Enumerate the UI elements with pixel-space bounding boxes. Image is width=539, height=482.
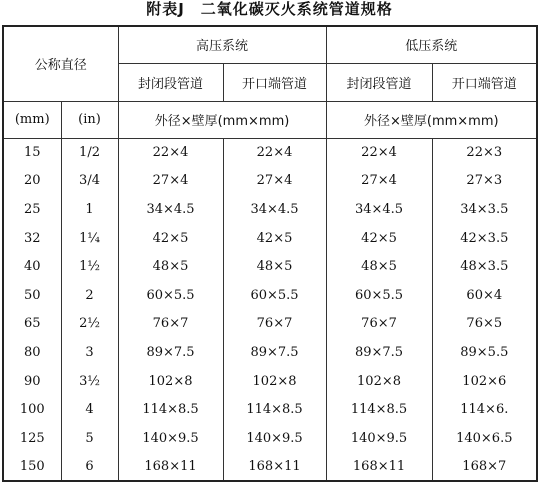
cell-mm: 100	[3, 395, 61, 424]
header-row-1	[3, 26, 537, 63]
cell-lp-closed: 102×8	[326, 367, 432, 396]
cell-lp-closed: 76×7	[326, 310, 432, 339]
cell-in: 5	[61, 424, 118, 453]
cell-in: 1	[61, 195, 118, 224]
cell-mm: 50	[3, 281, 61, 310]
cell-mm: 90	[3, 367, 61, 396]
cell-in: 3	[61, 338, 118, 367]
cell-hp-closed: 102×8	[118, 367, 223, 396]
table-row	[3, 224, 537, 253]
cell-hp-closed: 89×7.5	[118, 338, 223, 367]
cell-lp-open: 114×6.	[432, 395, 537, 424]
cell-hp-closed: 27×4	[118, 167, 223, 196]
cell-hp-open: 34×4.5	[223, 195, 326, 224]
table-row	[3, 167, 537, 196]
header-row-3	[3, 101, 537, 138]
cell-hp-closed: 42×5	[118, 224, 223, 253]
hp-open-end-header: 开口端管道	[223, 63, 326, 101]
cell-lp-open: 76×5	[432, 310, 537, 339]
cell-lp-open: 140×6.5	[432, 424, 537, 453]
table-title: 附表J 二氧化碳灭火系统管道规格	[146, 0, 393, 18]
table-row	[3, 453, 537, 482]
cell-lp-closed: 42×5	[326, 224, 432, 253]
cell-mm: 20	[3, 167, 61, 196]
cell-hp-open: 114×8.5	[223, 395, 326, 424]
cell-hp-closed: 140×9.5	[118, 424, 223, 453]
cell-lp-open: 168×7	[432, 453, 537, 482]
cell-in: 2	[61, 281, 118, 310]
pipe-spec-table	[2, 25, 538, 482]
cell-hp-open: 76×7	[223, 310, 326, 339]
cell-lp-closed: 22×4	[326, 138, 432, 167]
table-row	[3, 281, 537, 310]
cell-hp-open: 60×5.5	[223, 281, 326, 310]
high-pressure-header: 高压系统	[118, 26, 326, 63]
cell-hp-open: 140×9.5	[223, 424, 326, 453]
cell-hp-open: 102×8	[223, 367, 326, 396]
table-row	[3, 338, 537, 367]
cell-in: 1½	[61, 252, 118, 281]
cell-lp-closed: 60×5.5	[326, 281, 432, 310]
cell-in: 4	[61, 395, 118, 424]
hp-closed-section-header: 封闭段管道	[118, 63, 223, 101]
cell-mm: 32	[3, 224, 61, 253]
cell-hp-closed: 60×5.5	[118, 281, 223, 310]
cell-hp-open: 89×7.5	[223, 338, 326, 367]
table-row	[3, 424, 537, 453]
cell-in: 6	[61, 453, 118, 482]
table-body	[3, 138, 537, 481]
cell-mm: 40	[3, 252, 61, 281]
nominal-diameter-header: 公称直径	[3, 26, 118, 101]
cell-lp-closed: 168×11	[326, 453, 432, 482]
cell-mm: 15	[3, 138, 61, 167]
cell-hp-closed: 114×8.5	[118, 395, 223, 424]
cell-mm: 125	[3, 424, 61, 453]
cell-hp-open: 22×4	[223, 138, 326, 167]
cell-lp-open: 42×3.5	[432, 224, 537, 253]
cell-hp-closed: 76×7	[118, 310, 223, 339]
cell-hp-open: 168×11	[223, 453, 326, 482]
cell-lp-closed: 140×9.5	[326, 424, 432, 453]
low-pressure-header: 低压系统	[326, 26, 537, 63]
table-row	[3, 367, 537, 396]
table-row	[3, 395, 537, 424]
table-row	[3, 195, 537, 224]
table-row	[3, 138, 537, 167]
cell-in: 1/2	[61, 138, 118, 167]
cell-lp-closed: 27×4	[326, 167, 432, 196]
cell-lp-open: 22×3	[432, 138, 537, 167]
cell-mm: 150	[3, 453, 61, 482]
cell-hp-open: 42×5	[223, 224, 326, 253]
cell-lp-open: 102×6	[432, 367, 537, 396]
unit-in-header: (in)	[61, 101, 118, 138]
cell-lp-closed: 34×4.5	[326, 195, 432, 224]
cell-lp-open: 34×3.5	[432, 195, 537, 224]
cell-hp-closed: 48×5	[118, 252, 223, 281]
lp-open-end-header: 开口端管道	[432, 63, 537, 101]
cell-mm: 25	[3, 195, 61, 224]
cell-hp-open: 48×5	[223, 252, 326, 281]
table-row	[3, 252, 537, 281]
cell-mm: 80	[3, 338, 61, 367]
cell-lp-closed: 89×7.5	[326, 338, 432, 367]
hp-od-wall-header: 外径×壁厚(mm×mm)	[118, 101, 326, 138]
cell-lp-open: 27×3	[432, 167, 537, 196]
cell-lp-open: 89×5.5	[432, 338, 537, 367]
lp-closed-section-header: 封闭段管道	[326, 63, 432, 101]
cell-hp-closed: 168×11	[118, 453, 223, 482]
lp-od-wall-header: 外径×壁厚(mm×mm)	[326, 101, 537, 138]
cell-hp-closed: 22×4	[118, 138, 223, 167]
cell-in: 3½	[61, 367, 118, 396]
cell-in: 2½	[61, 310, 118, 339]
cell-hp-open: 27×4	[223, 167, 326, 196]
table-row	[3, 310, 537, 339]
cell-lp-closed: 114×8.5	[326, 395, 432, 424]
cell-in: 1¼	[61, 224, 118, 253]
cell-lp-closed: 48×5	[326, 252, 432, 281]
unit-mm-header: (mm)	[3, 101, 61, 138]
cell-hp-closed: 34×4.5	[118, 195, 223, 224]
cell-lp-open: 48×3.5	[432, 252, 537, 281]
cell-in: 3/4	[61, 167, 118, 196]
cell-lp-open: 60×4	[432, 281, 537, 310]
cell-mm: 65	[3, 310, 61, 339]
